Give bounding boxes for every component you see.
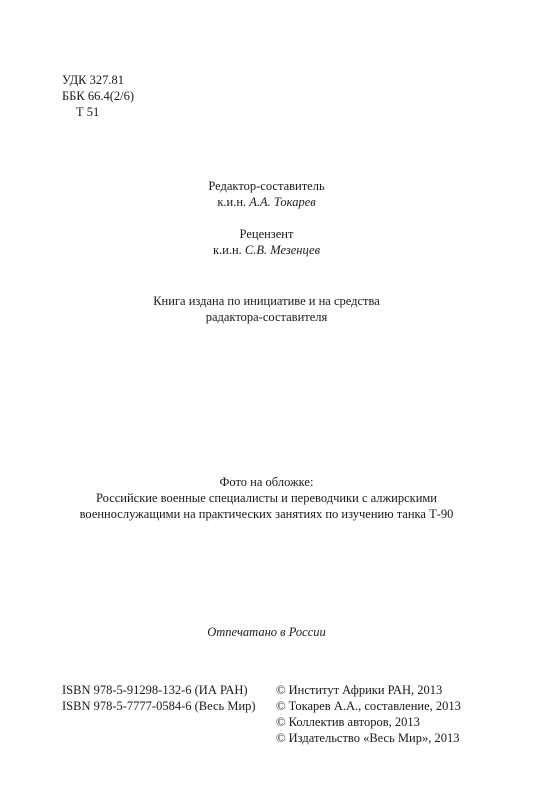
cover-photo-caption	[0, 474, 533, 522]
editor-credit	[0, 194, 533, 210]
reviewer-block	[0, 226, 533, 258]
author-mark: Т 51	[76, 105, 100, 119]
editor-degree: к.и.н.	[217, 195, 247, 209]
reviewer-name: С.В. Мезенцев	[244, 243, 321, 257]
editor-name: А.А. Токарев	[249, 195, 316, 209]
cover-photo-heading: Фото на обложке:	[219, 475, 314, 489]
isbn-line: ISBN 978-5-91298-132-6 (ИА РАН)	[62, 683, 248, 697]
copyright-line: © Токарев А.А., составление, 2013	[276, 699, 461, 713]
printed-in	[0, 624, 533, 640]
publication-note-line: радактора-составителя	[205, 310, 328, 324]
reviewer-degree: к.и.н.	[212, 243, 242, 257]
printed-in-text: Отпечатано в России	[207, 625, 326, 639]
publication-note-line: Книга издана по инициативе и на средства	[153, 294, 380, 308]
udk-code: УДК 327.81	[62, 73, 124, 87]
copyright-line: © Издательство «Весь Мир», 2013	[276, 731, 460, 745]
copyright-line: © Институт Африки РАН, 2013	[276, 683, 443, 697]
isbn-block	[62, 682, 256, 714]
cover-photo-line: военнослужащими на практических занятиях по изучению танка Т-90	[79, 507, 454, 521]
copyright-block	[276, 682, 461, 746]
classification-block	[62, 72, 134, 120]
copyright-line: © Коллектив авторов, 2013	[276, 715, 420, 729]
cover-photo-line: Российские военные специалисты и переводчики с алжирскими	[96, 491, 437, 505]
isbn-line: ISBN 978-5-7777-0584-6 (Весь Мир)	[62, 699, 256, 713]
reviewer-credit	[0, 242, 533, 258]
reviewer-role: Рецензент	[239, 227, 294, 241]
editor-role: Редактор-составитель	[208, 179, 325, 193]
bbk-code: ББК 66.4(2/6)	[62, 89, 134, 103]
editor-block	[0, 178, 533, 210]
publication-note	[0, 293, 533, 325]
